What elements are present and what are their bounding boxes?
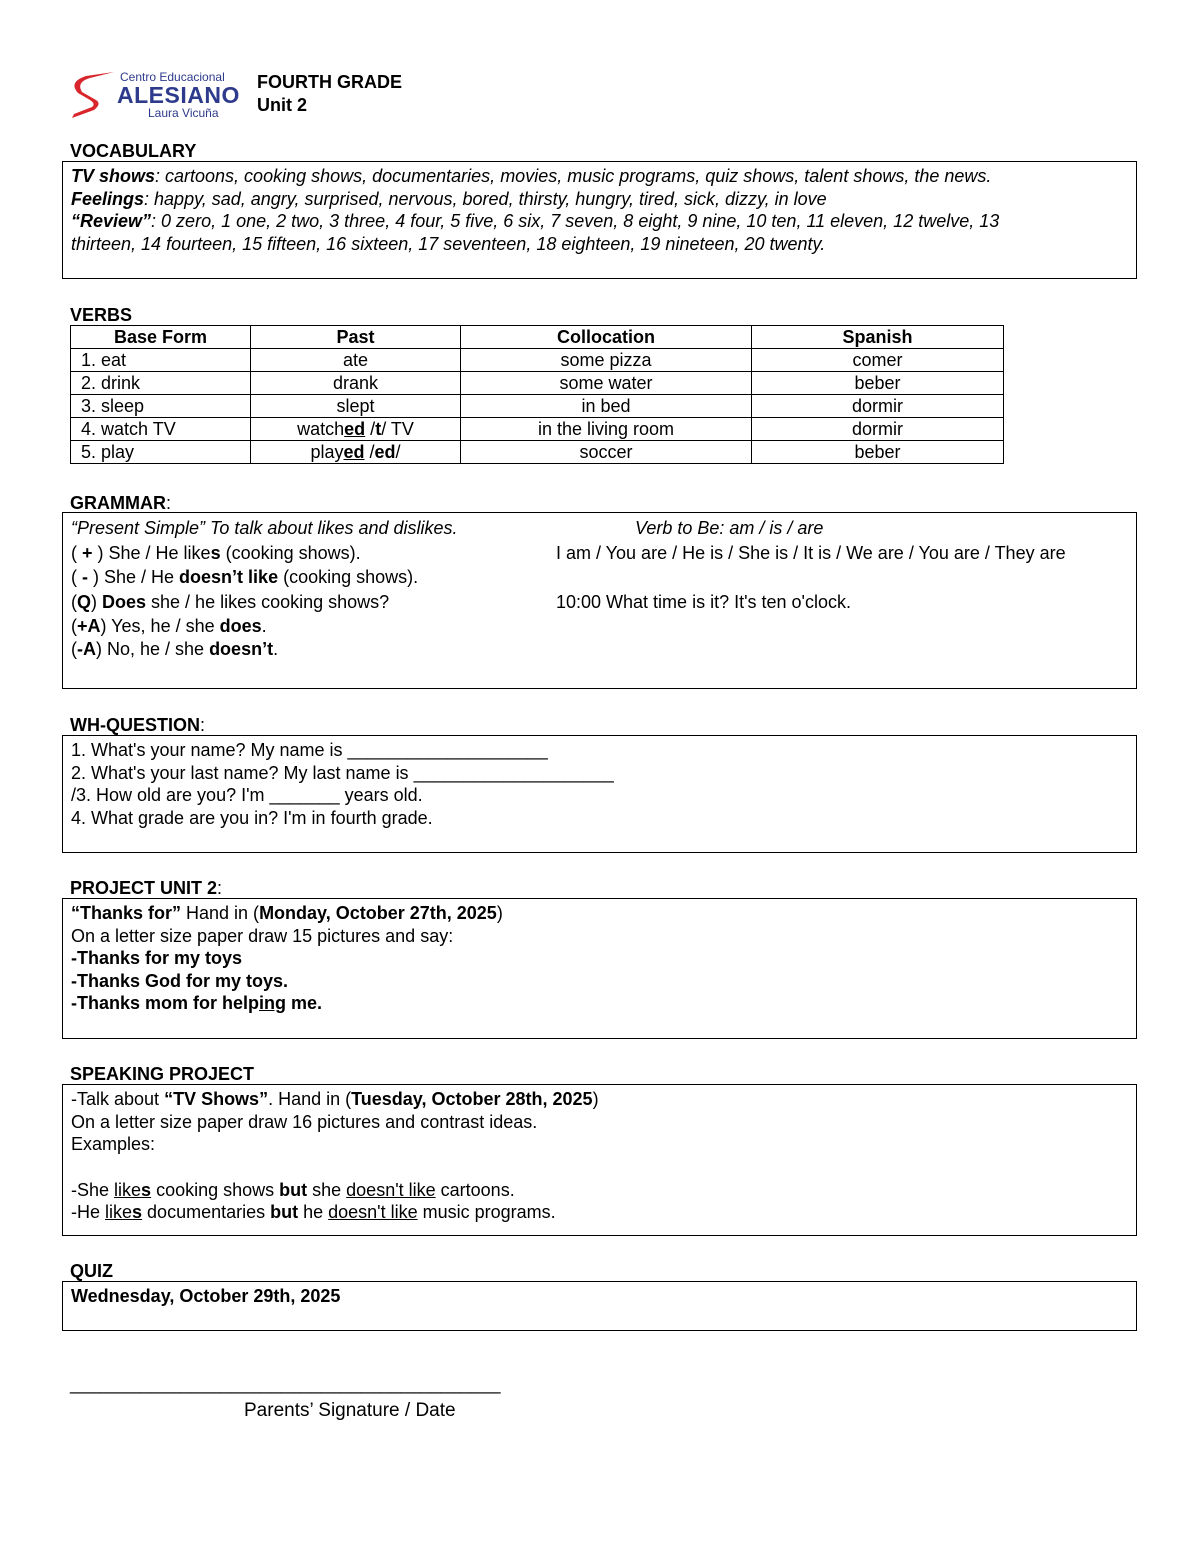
verb-to-be-forms: I am / You are / He is / She is / It is / We are / You are / They are	[556, 543, 1066, 563]
grammar-question: (Q) Does she / he likes cooking shows?	[71, 592, 390, 612]
speaking-heading: SPEAKING PROJECT	[70, 1064, 255, 1084]
grammar-heading: GRAMMAR:	[70, 493, 172, 513]
table-row: 2. drink drank some water beber	[71, 372, 1004, 395]
project-line-4: -Thanks God for my toys.	[71, 971, 289, 991]
unit-title: Unit 2	[257, 95, 308, 115]
quiz-date: Wednesday, October 29th, 2025	[71, 1286, 341, 1306]
project-line-1: “Thanks for” Hand in (Monday, October 27th, 2025)	[71, 903, 503, 923]
speaking-example-1: -She likes cooking shows but she doesn't like cartoons.	[71, 1180, 515, 1200]
speaking-line-3: Examples:	[71, 1134, 156, 1154]
verbs-heading: VERBS	[70, 305, 133, 325]
grammar-box	[62, 512, 1137, 689]
project-line-2: On a letter size paper draw 15 pictures and say:	[71, 926, 454, 946]
vocabulary-heading: VOCABULARY	[70, 141, 197, 161]
grade-title: FOURTH GRADE	[257, 72, 402, 92]
wh-question-box	[62, 735, 1137, 853]
salesiano-s-logo-icon	[70, 70, 118, 120]
vocab-review: “Review”: 0 zero, 1 one, 2 two, 3 three, 4 four, 5 five, 6 six, 7 seven, 8 eight, 9 nine, 10 ten, 11 eleven, 12 twelve, 13	[71, 211, 1000, 231]
logo-sub-text: Laura Vicuña	[148, 106, 219, 120]
grammar-time: 10:00 What time is it? It's ten o'clock.	[556, 592, 851, 612]
speaking-line-1: -Talk about “TV Shows”. Hand in (Tuesday, October 28th, 2025)	[71, 1089, 599, 1109]
verbs-table	[70, 325, 1004, 464]
project-heading: PROJECT UNIT 2:	[70, 878, 223, 898]
speaking-box	[62, 1084, 1137, 1236]
speaking-example-2: -He likes documentaries but he doesn't like music programs.	[71, 1202, 556, 1222]
logo-main-text: ALESIANO	[117, 82, 240, 108]
quiz-box	[62, 1281, 1137, 1331]
quiz-heading: QUIZ	[70, 1261, 113, 1281]
vocabulary-box	[62, 161, 1137, 279]
col-base-form: Base Form	[71, 326, 251, 349]
table-row: 3. sleep slept in bed dormir	[71, 395, 1004, 418]
grammar-negative: ( - ) She / He doesn’t like (cooking shows).	[71, 567, 419, 587]
table-row: 1. eat ate some pizza comer	[71, 349, 1004, 372]
table-row: 5. play played /ed/ soccer beber	[71, 441, 1004, 464]
vocab-tv-shows: TV shows: cartoons, cooking shows, documentaries, movies, music programs, quiz shows, talent shows, the news.	[71, 166, 992, 186]
col-collocation: Collocation	[461, 326, 752, 349]
vocab-review-cont: thirteen, 14 fourteen, 15 fifteen, 16 sixteen, 17 seventeen, 18 eighteen, 19 nineteen, 20 twenty.	[71, 234, 826, 254]
wh-q2: 2. What's your last name? My last name is ____________________	[71, 763, 614, 783]
project-line-5: -Thanks mom for helping me.	[71, 993, 323, 1013]
signature-label: Parents’ Signature / Date	[244, 1400, 456, 1421]
school-logo	[70, 70, 245, 120]
signature-line: ___________________________________________	[70, 1374, 501, 1394]
grammar-positive: ( + ) She / He likes (cooking shows).	[71, 543, 361, 563]
verb-to-be-title: Verb to Be: am / is / are	[635, 518, 824, 538]
wh-q3: /3. How old are you? I'm _______ years old.	[71, 785, 423, 805]
wh-question-heading: WH-QUESTION:	[70, 715, 206, 735]
project-line-3: -Thanks for my toys	[71, 948, 243, 968]
speaking-line-2: On a letter size paper draw 16 pictures and contrast ideas.	[71, 1112, 538, 1132]
col-spanish: Spanish	[752, 326, 1004, 349]
project-box	[62, 898, 1137, 1039]
table-header-row	[71, 326, 1004, 349]
logo-top-text: Centro Educacional	[120, 70, 225, 84]
grammar-positive-answer: (+A) Yes, he / she does.	[71, 616, 267, 636]
grammar-intro: “Present Simple” To talk about likes and dislikes.	[71, 518, 458, 538]
grammar-negative-answer: (-A) No, he / she doesn’t.	[71, 639, 279, 659]
wh-q4: 4. What grade are you in? I'm in fourth grade.	[71, 808, 433, 828]
wh-q1: 1. What's your name? My name is ____________________	[71, 740, 548, 760]
table-row: 4. watch TV watched /t/ TV in the living room dormir	[71, 418, 1004, 441]
col-past: Past	[251, 326, 461, 349]
vocab-feelings: Feelings: happy, sad, angry, surprised, nervous, bored, thirsty, hungry, tired, sick, dizzy, in love	[71, 189, 827, 209]
